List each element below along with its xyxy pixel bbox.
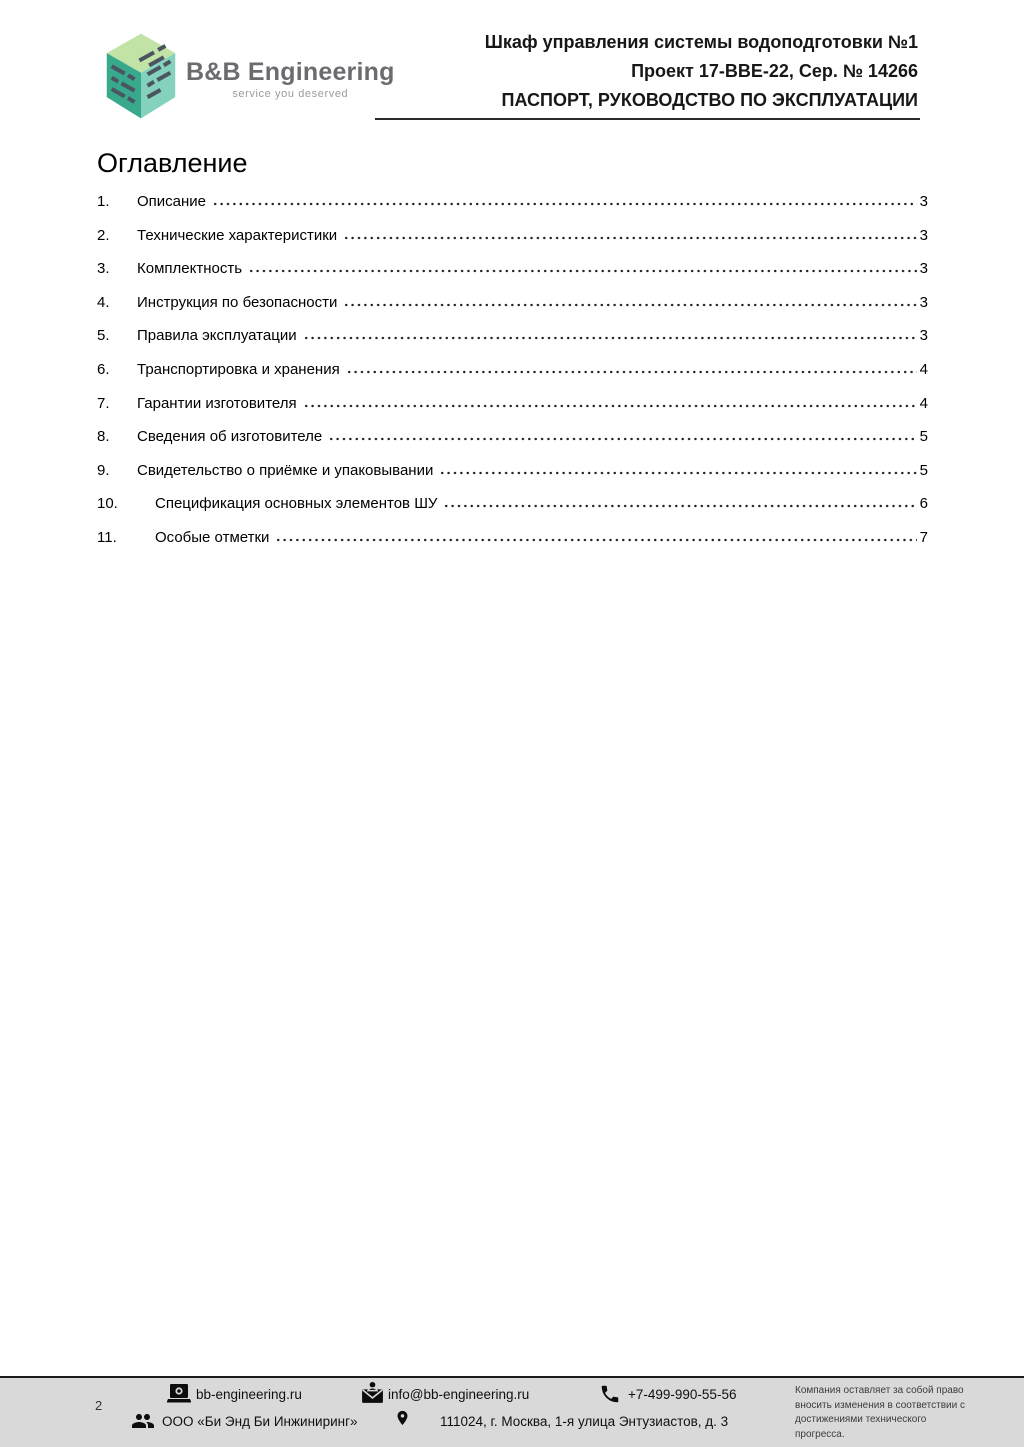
- toc-entry-page: 4: [919, 360, 928, 378]
- people-group-icon: [130, 1409, 156, 1429]
- email-link[interactable]: info@bb-engineering.ru: [388, 1387, 530, 1402]
- page-number: 2: [95, 1398, 103, 1413]
- company-tagline: service you deserved: [232, 88, 349, 100]
- email-icon: [360, 1380, 385, 1405]
- toc-dot-leader: [346, 370, 917, 374]
- toc-entry-label: Комплектность: [137, 260, 243, 278]
- toc-entry-page: 3: [919, 226, 928, 244]
- toc-dot-leader: [275, 538, 916, 542]
- title-line-2: Проект 17-BBE-22, Сер. № 14266: [631, 61, 918, 81]
- location-pin-icon: [394, 1407, 411, 1429]
- toc-dot-leader: [303, 336, 917, 340]
- website-link[interactable]: bb-engineering.ru: [196, 1387, 302, 1402]
- toc-entry-label: Правила эксплуатации: [137, 327, 297, 345]
- toc-entry-11[interactable]: [97, 522, 928, 556]
- toc-entry-page: 3: [919, 193, 928, 210]
- table-of-contents: [97, 146, 928, 556]
- toc-entry-label: Транспортировка и хранения: [137, 360, 340, 378]
- toc-dot-leader: [303, 404, 917, 408]
- toc-entry-number: 11.: [97, 528, 117, 546]
- toc-entry-7[interactable]: [97, 388, 928, 422]
- title-line-1: Шкаф управления системы водоподготовки №1: [484, 32, 918, 52]
- company-logo-cube-icon: [100, 32, 182, 125]
- toc-entry-number: 8.: [97, 428, 110, 446]
- toc-entry-page: 5: [919, 461, 928, 479]
- toc-entry-page: 3: [919, 327, 928, 345]
- toc-entry-label: Инструкция по безопасности: [137, 293, 338, 311]
- toc-dot-leader: [248, 269, 917, 273]
- toc-dot-leader: [212, 202, 917, 206]
- footer: [0, 1376, 1024, 1447]
- toc-heading: Оглавление: [97, 148, 248, 178]
- toc-dot-leader: [328, 437, 916, 441]
- toc-entry-page: 3: [919, 260, 928, 278]
- company-address: 111024, г. Москва, 1-я улица Энтузиастов, д. 3: [440, 1414, 729, 1429]
- toc-entry-5[interactable]: [97, 320, 928, 354]
- toc-entry-number: 9.: [97, 461, 110, 479]
- toc-entry-number: 4.: [97, 293, 110, 311]
- toc-entry-page: 5: [919, 428, 928, 446]
- toc-entry-2[interactable]: [97, 220, 928, 254]
- company-logo-text: [186, 58, 395, 100]
- toc-entry-number: 2.: [97, 226, 110, 244]
- laptop-icon: [167, 1384, 191, 1404]
- toc-dot-leader: [343, 303, 916, 307]
- toc-entry-6[interactable]: [97, 354, 928, 388]
- toc-entry-label: Спецификация основных элементов ШУ: [155, 495, 438, 513]
- toc-entry-number: 6.: [97, 360, 110, 378]
- toc-entry-1[interactable]: [97, 186, 928, 220]
- company-name: B&B Engineering: [186, 58, 395, 86]
- toc-entry-8[interactable]: [97, 421, 928, 455]
- toc-entry-page: 4: [919, 394, 928, 412]
- toc-entry-label: Сведения об изготовителе: [137, 428, 323, 446]
- toc-dot-leader: [343, 236, 917, 240]
- company-legal-name: ООО «Би Энд Би Инжиниринг»: [162, 1414, 358, 1429]
- toc-entry-label: Особые отметки: [155, 528, 270, 546]
- toc-dot-leader: [439, 471, 916, 475]
- header-divider: [375, 118, 920, 120]
- toc-entry-label: Описание: [137, 193, 207, 210]
- toc-entry-number: 3.: [97, 260, 110, 278]
- toc-entry-label: Технические характеристики: [137, 226, 338, 244]
- toc-entry-page: 3: [919, 293, 928, 311]
- title-line-3: ПАСПОРТ, РУКОВОДСТВО ПО ЭКСПЛУАТАЦИИ: [501, 90, 918, 110]
- footer-disclaimer: Компания оставляет за собой право вносить изменения в соответствии с достижениями технического прогресса.: [795, 1385, 965, 1440]
- toc-entry-page: 7: [919, 528, 928, 546]
- toc-entry-4[interactable]: [97, 287, 928, 321]
- phone-number: +7-499-990-55-56: [628, 1387, 737, 1402]
- phone-icon: [599, 1383, 621, 1405]
- toc-entry-page: 6: [919, 495, 928, 513]
- toc-entry-3[interactable]: [97, 253, 928, 287]
- toc-entry-10[interactable]: [97, 488, 928, 522]
- toc-entry-label: Гарантии изготовителя: [137, 394, 297, 412]
- toc-entry-number: 7.: [97, 394, 110, 412]
- toc-entry-label: Свидетельство о приёмке и упаковывании: [137, 461, 434, 479]
- toc-entry-number: 1.: [97, 193, 110, 210]
- document-title-block: [485, 28, 918, 115]
- toc-entry-number: 5.: [97, 327, 110, 345]
- toc-entry-number: 10.: [97, 495, 118, 513]
- toc-dot-leader: [443, 504, 916, 508]
- toc-entry-9[interactable]: [97, 455, 928, 489]
